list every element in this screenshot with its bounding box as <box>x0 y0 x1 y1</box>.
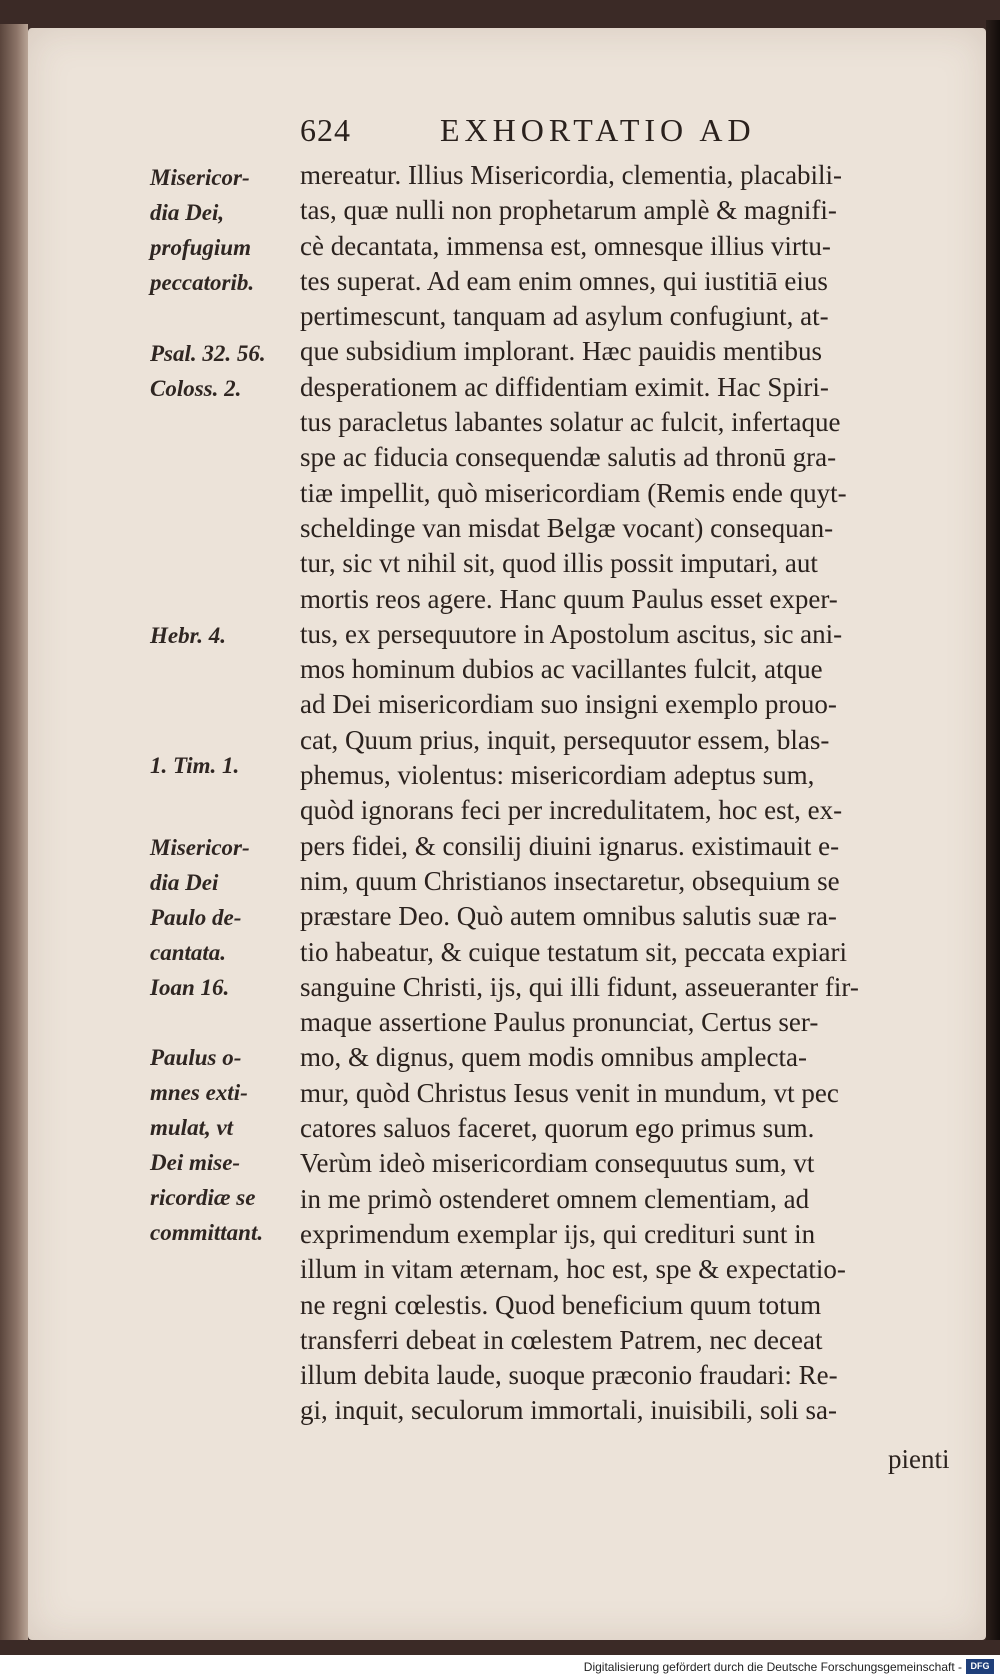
margin-note: Dei mise- <box>150 1150 241 1175</box>
margin-note: profugium <box>150 235 251 260</box>
margin-note: cantata. <box>150 940 227 965</box>
text-line: cè decantata, immensa est, omnesque illius virtu- <box>300 230 831 261</box>
text-line: tas, quæ nulli non prophetarum amplè & magnifi- <box>300 195 837 226</box>
margin-note: dia Dei, <box>150 200 225 225</box>
body-text <box>300 158 968 1429</box>
text-line: ad Dei misericordiam suo insigni exemplo prouo- <box>300 689 837 720</box>
margin-note: mulat, vt <box>150 1115 234 1140</box>
text-line: cat, Quum prius, inquit, persequutor essem, blas- <box>300 724 830 755</box>
book-spine-edge <box>0 24 28 1640</box>
dfg-logo: DFG <box>966 1659 994 1674</box>
text-line: desperationem ac diffidentiam eximit. Hac Spiri- <box>300 371 829 402</box>
text-line: illum debita laude, suoque præconio fraudari: Re- <box>300 1360 838 1391</box>
margin-note: Paulus o- <box>150 1045 242 1070</box>
text-line: mereatur. Illius Misericordia, clementia, placabili- <box>300 160 843 190</box>
text-line: scheldinge van misdat Belgæ vocant) consequan- <box>300 512 834 543</box>
text-line: maque assertione Paulus pronunciat, Certus ser- <box>300 1007 819 1038</box>
margin-note: dia Dei <box>150 870 219 895</box>
text-line: ne regni cœlestis. Quod beneficium quum totum <box>300 1289 822 1320</box>
text-line: illum in vitam æternam, hoc est, spe & expectatio- <box>300 1254 846 1285</box>
margin-note: 1. Tim. 1. <box>150 753 240 778</box>
text-line: que subsidium implorant. Hæc pauidis mentibus <box>300 336 822 367</box>
text-line: catores saluos faceret, quorum ego primus sum. <box>300 1113 815 1144</box>
text-line: gi, inquit, seculorum immortali, inuisibili, soli sa- <box>300 1395 837 1426</box>
text-line: mo, & dignus, quem modis omnibus amplecta- <box>300 1042 807 1073</box>
text-line: quòd ignorans feci per incredulitatem, hoc est, ex- <box>300 795 843 826</box>
margin-note: Misericor- <box>150 835 250 860</box>
text-line: exprimendum exemplar ijs, qui credituri sunt in <box>300 1218 816 1249</box>
text-line: tiæ impellit, quò misericordiam (Remis ende quyt- <box>300 477 847 508</box>
margin-note: Misericor- <box>150 165 250 190</box>
text-line: mur, quòd Christus Iesus venit in mundum, vt pec <box>300 1077 839 1108</box>
text-line: præstare Deo. Quò autem omnibus salutis suæ ra- <box>300 901 837 932</box>
text-line: mortis reos agere. Hanc quum Paulus esset exper- <box>300 583 838 614</box>
margin-note: ricordiæ se <box>150 1185 256 1210</box>
text-line: Verùm ideò misericordiam consequutus sum, vt <box>300 1148 815 1179</box>
text-line: spe ac fiducia consequendæ salutis ad thronū gra- <box>300 442 837 473</box>
text-line: pertimescunt, tanquam ad asylum confugiunt, at- <box>300 301 829 332</box>
page-number: 624 <box>300 112 351 148</box>
book-right-edge <box>986 20 1000 1640</box>
footer-bar <box>0 1655 1000 1680</box>
text-line: tio habeatur, & cuique testatum sit, peccata expiari <box>300 936 847 967</box>
footer-credit: Digitalisierung gefördert durch die Deutsche Forschungsgemeinschaft - <box>583 1660 962 1674</box>
margin-note: Ioan 16. <box>150 975 230 1000</box>
text-line: nim, quum Christianos insectaretur, obsequium se <box>300 865 840 896</box>
text-line: sanguine Christi, ijs, qui illi fidunt, asseueranter fir- <box>300 971 859 1002</box>
margin-note: Psal. 32. 56. <box>150 341 266 366</box>
text-line: in me primò ostenderet omnem clementiam, ad <box>300 1183 810 1214</box>
text-line: tur, sic vt nihil sit, quod illis possit imputari, aut <box>300 548 818 579</box>
catchword: pienti <box>888 1444 950 1474</box>
text-line: transferri debeat in cœlestem Patrem, nec deceat <box>300 1324 823 1355</box>
margin-note: Hebr. 4. <box>150 623 227 648</box>
running-title: EXHORTATIO AD <box>440 112 756 148</box>
margin-note: committant. <box>150 1220 264 1245</box>
margin-note: peccatorib. <box>150 270 255 295</box>
margin-note: Coloss. 2. <box>150 376 242 401</box>
text-line: tes superat. Ad eam enim omnes, qui iustitiā eius <box>300 265 828 296</box>
text-line: mos hominum dubios ac vacillantes fulcit, atque <box>300 654 823 685</box>
text-line: pers fidei, & consilij diuini ignarus. existimauit e- <box>300 830 840 861</box>
margin-note: mnes exti- <box>150 1080 248 1105</box>
text-line: tus paracletus labantes solatur ac fulcit, infertaque <box>300 407 841 438</box>
text-line: phemus, violentus: misericordiam adeptus sum, <box>300 760 815 791</box>
text-line: tus, ex persequutore in Apostolum ascitus, sic ani- <box>300 618 843 649</box>
margin-note: Paulo de- <box>150 905 242 930</box>
